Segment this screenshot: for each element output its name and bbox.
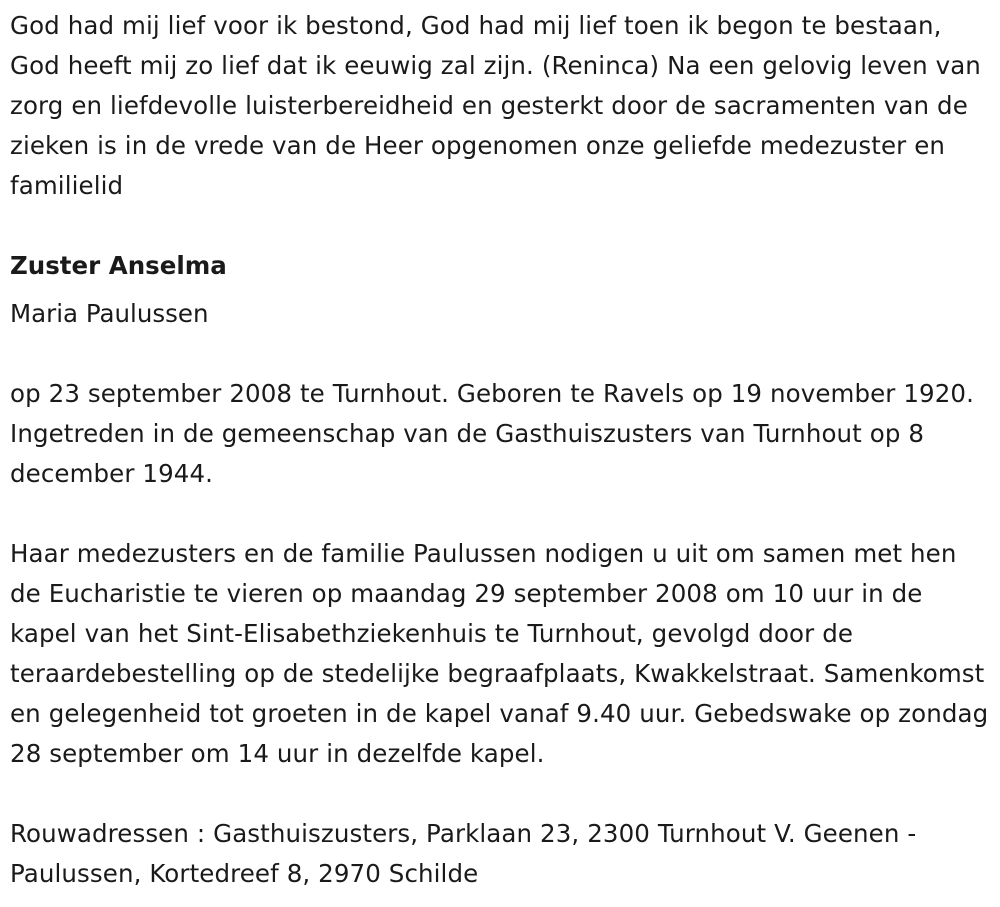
spacer: [10, 494, 995, 534]
deceased-title: Zuster Anselma: [10, 251, 227, 280]
funeral-info-paragraph: Haar medezusters en de familie Paulussen nodigen u uit om samen met hen de Eucharistie te vieren op maandag 29 september 2008 om 10 uur in de kapel van het Sint-Elisabethziekenhuis te Turnhout, gevolgd door de teraardebestelling op de stedelijke begraafplaats, Kwakkelstraat. Samenkomst en gelegenheid tot groeten in de kapel vanaf 9.40 uur. Gebedswake op zondag 28 september om 14 uur in dezelfde kapel.: [10, 539, 989, 768]
addresses-paragraph: Rouwadressen : Gasthuiszusters, Parklaan 23, 2300 Turnhout V. Geenen - Paulussen, Kortedreef 8, 2970 Schilde: [10, 819, 917, 888]
spacer: [10, 286, 995, 294]
life-details-paragraph: op 23 september 2008 te Turnhout. Geboren te Ravels op 19 november 1920. Ingetreden in de gemeenschap van de Gasthuiszusters van Turnhout op 8 december 1944.: [10, 379, 974, 488]
spacer: [10, 334, 995, 374]
spacer: [10, 206, 995, 246]
obituary-document: [10, 6, 995, 894]
deceased-birth-name: Maria Paulussen: [10, 299, 209, 328]
intro-paragraph: God had mij lief voor ik bestond, God had mij lief toen ik begon te bestaan, God heeft mij zo lief dat ik eeuwig zal zijn. (Renincа) Na een gelovig leven van zorg en liefdevolle luisterbereidheid en gesterkt door de sacramenten van de zieken is in de vrede van de Heer opgenomen onze geliefde medezuster en familielid: [10, 11, 981, 200]
spacer: [10, 774, 995, 814]
